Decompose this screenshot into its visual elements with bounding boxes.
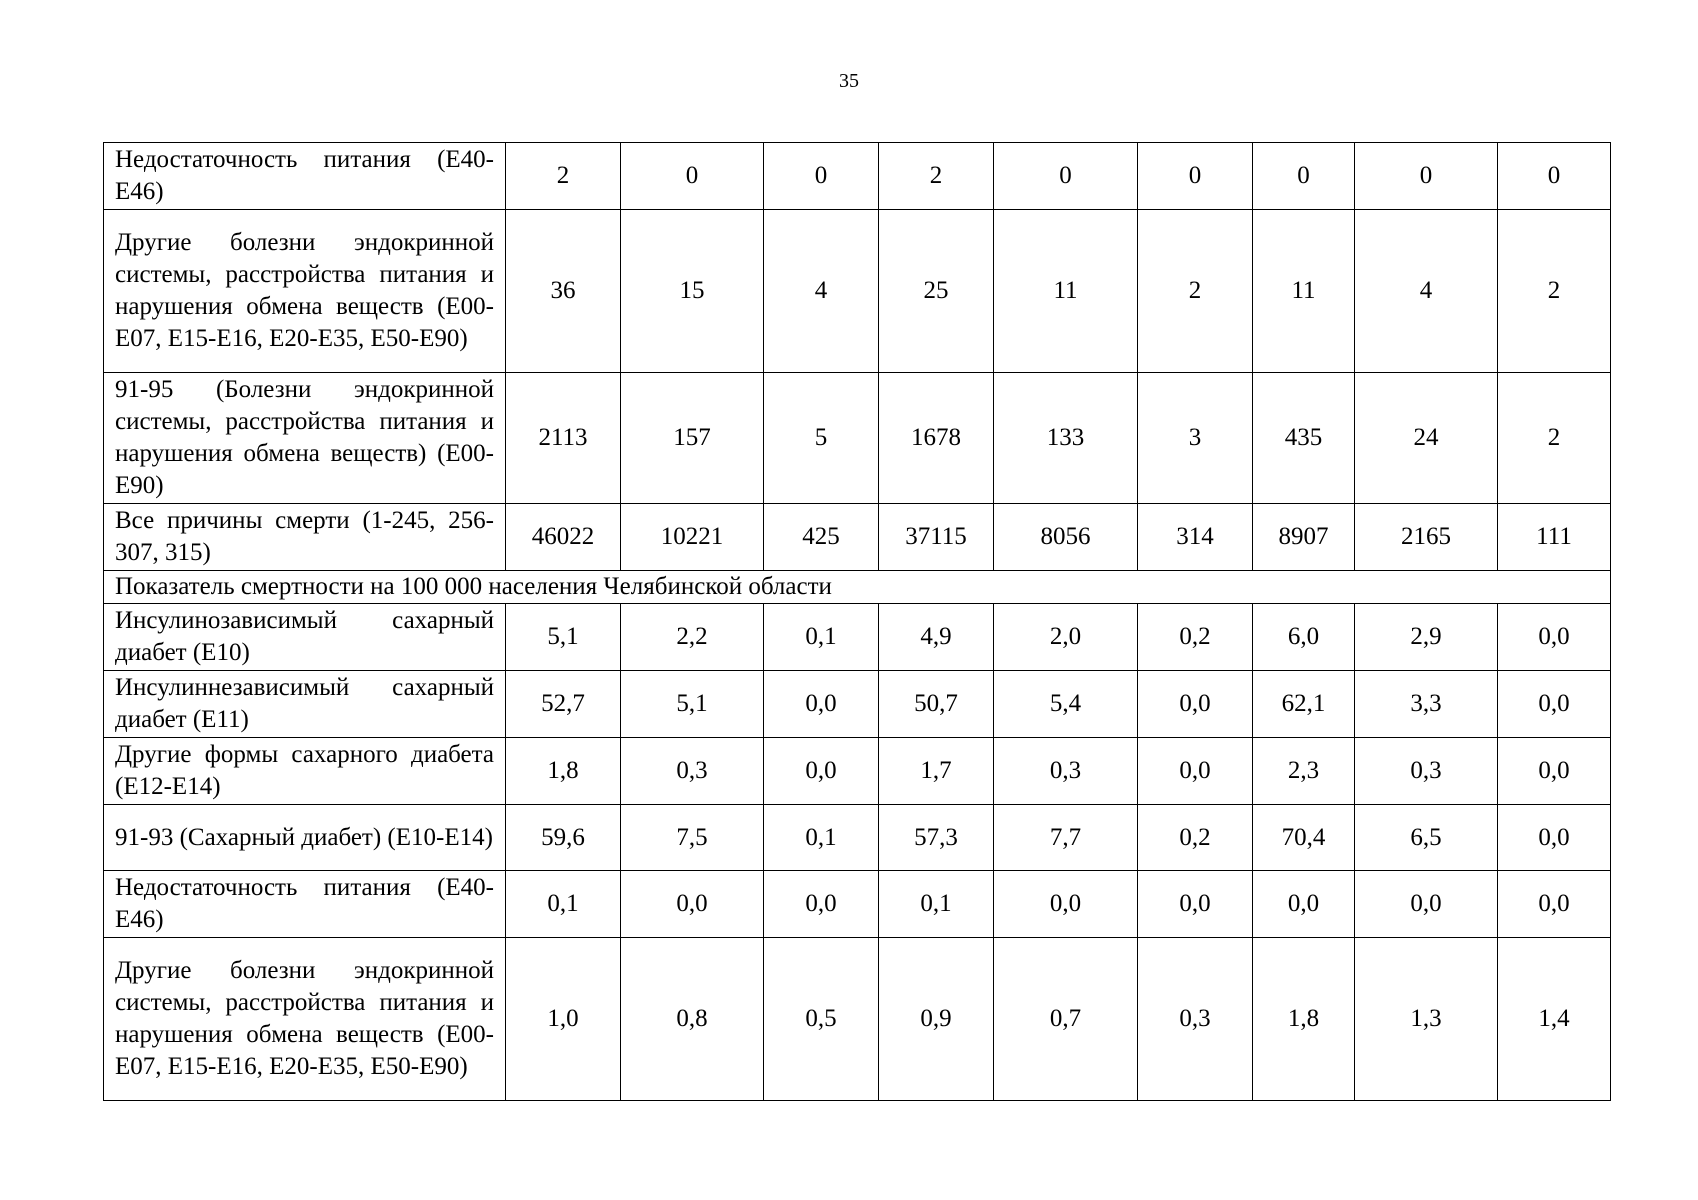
section-header-row xyxy=(104,571,1611,604)
table-cell: 0,0 xyxy=(1498,604,1611,671)
table-cell: 2 xyxy=(879,143,994,210)
table-cell: 8056 xyxy=(994,504,1138,571)
table-cell: 0 xyxy=(994,143,1138,210)
table-cell: 25 xyxy=(879,210,994,373)
table-cell: 6,0 xyxy=(1253,604,1355,671)
row-label: Другие болезни эндокринной системы, расстройства питания и нарушения обмена веществ (E00-E07, E15-E16, E20-E35, E50-E90) xyxy=(104,210,506,373)
table-row xyxy=(104,938,1611,1101)
table-cell: 425 xyxy=(764,504,879,571)
table-cell: 0,0 xyxy=(1498,805,1611,871)
table-cell: 0 xyxy=(621,143,764,210)
table-cell: 0,0 xyxy=(1138,671,1253,738)
table-cell: 0,2 xyxy=(1138,604,1253,671)
table-cell: 0,1 xyxy=(506,871,621,938)
table-row xyxy=(104,604,1611,671)
table-cell: 0,5 xyxy=(764,938,879,1101)
table-cell: 62,1 xyxy=(1253,671,1355,738)
table-cell: 46022 xyxy=(506,504,621,571)
table-cell: 7,7 xyxy=(994,805,1138,871)
table-cell: 11 xyxy=(994,210,1138,373)
table-cell: 0,0 xyxy=(621,871,764,938)
table-cell: 5,4 xyxy=(994,671,1138,738)
row-label: Другие формы сахарного диабета (E12-E14) xyxy=(104,738,506,805)
table-row xyxy=(104,373,1611,504)
table-cell: 2 xyxy=(1498,210,1611,373)
table-cell: 5 xyxy=(764,373,879,504)
table-cell: 157 xyxy=(621,373,764,504)
table-cell: 1678 xyxy=(879,373,994,504)
table-cell: 2 xyxy=(506,143,621,210)
table-cell: 314 xyxy=(1138,504,1253,571)
table-cell: 3 xyxy=(1138,373,1253,504)
row-label: Инсулинозависимый сахарный диабет (E10) xyxy=(104,604,506,671)
table-cell: 10221 xyxy=(621,504,764,571)
table-cell: 1,8 xyxy=(1253,938,1355,1101)
table-cell: 0,3 xyxy=(1138,938,1253,1101)
table-cell: 0 xyxy=(1498,143,1611,210)
mortality-table xyxy=(103,142,1611,1101)
table-cell: 0,0 xyxy=(994,871,1138,938)
table-cell: 2 xyxy=(1498,373,1611,504)
table-cell: 1,3 xyxy=(1355,938,1498,1101)
row-label: Недостаточность питания (E40-E46) xyxy=(104,143,506,210)
table-cell: 0 xyxy=(764,143,879,210)
table-cell: 57,3 xyxy=(879,805,994,871)
row-label: Инсулиннезависимый сахарный диабет (E11) xyxy=(104,671,506,738)
table-row xyxy=(104,210,1611,373)
table-cell: 5,1 xyxy=(506,604,621,671)
table-cell: 133 xyxy=(994,373,1138,504)
table-cell: 59,6 xyxy=(506,805,621,871)
section-header: Показатель смертности на 100 000 населения Челябинской области xyxy=(104,571,1611,604)
table-cell: 1,4 xyxy=(1498,938,1611,1101)
table-cell: 0,0 xyxy=(1253,871,1355,938)
table-cell: 6,5 xyxy=(1355,805,1498,871)
table-cell: 50,7 xyxy=(879,671,994,738)
table-cell: 0,2 xyxy=(1138,805,1253,871)
table-cell: 0,0 xyxy=(764,871,879,938)
table-cell: 0,0 xyxy=(764,671,879,738)
table-cell: 0,1 xyxy=(764,604,879,671)
table-row xyxy=(104,671,1611,738)
table-row xyxy=(104,805,1611,871)
table-cell: 0,0 xyxy=(1498,738,1611,805)
table-cell: 0,0 xyxy=(1138,871,1253,938)
table-cell: 4,9 xyxy=(879,604,994,671)
table-cell: 0,3 xyxy=(621,738,764,805)
table-cell: 4 xyxy=(764,210,879,373)
table-cell: 1,8 xyxy=(506,738,621,805)
table-cell: 1,7 xyxy=(879,738,994,805)
table-cell: 0,0 xyxy=(1498,871,1611,938)
table-cell: 0,3 xyxy=(1355,738,1498,805)
table-cell: 0,1 xyxy=(879,871,994,938)
table-cell: 2,9 xyxy=(1355,604,1498,671)
table-cell: 7,5 xyxy=(621,805,764,871)
table-cell: 0,1 xyxy=(764,805,879,871)
table-cell: 0,0 xyxy=(1498,671,1611,738)
table-body xyxy=(104,143,1611,1101)
table-cell: 0,0 xyxy=(1355,871,1498,938)
table-row xyxy=(104,504,1611,571)
table-cell: 15 xyxy=(621,210,764,373)
table-cell: 2,3 xyxy=(1253,738,1355,805)
table-cell: 2,2 xyxy=(621,604,764,671)
row-label: 91-95 (Болезни эндокринной системы, расстройства питания и нарушения обмена веществ) (E00-E90) xyxy=(104,373,506,504)
table-cell: 24 xyxy=(1355,373,1498,504)
table-cell: 5,1 xyxy=(621,671,764,738)
table-cell: 1,0 xyxy=(506,938,621,1101)
table-cell: 2,0 xyxy=(994,604,1138,671)
table-cell: 0,9 xyxy=(879,938,994,1101)
table-cell: 0 xyxy=(1355,143,1498,210)
table-cell: 0 xyxy=(1138,143,1253,210)
table-cell: 435 xyxy=(1253,373,1355,504)
table-cell: 0,0 xyxy=(1138,738,1253,805)
table-cell: 2113 xyxy=(506,373,621,504)
row-label: Недостаточность питания (E40-E46) xyxy=(104,871,506,938)
table-row xyxy=(104,738,1611,805)
table-cell: 0,7 xyxy=(994,938,1138,1101)
table-row xyxy=(104,143,1611,210)
table-cell: 0,8 xyxy=(621,938,764,1101)
row-label: Все причины смерти (1-245, 256-307, 315) xyxy=(104,504,506,571)
table-cell: 0 xyxy=(1253,143,1355,210)
table-cell: 11 xyxy=(1253,210,1355,373)
table-cell: 4 xyxy=(1355,210,1498,373)
table-cell: 52,7 xyxy=(506,671,621,738)
table-cell: 3,3 xyxy=(1355,671,1498,738)
table-cell: 2 xyxy=(1138,210,1253,373)
table-cell: 0,3 xyxy=(994,738,1138,805)
table-cell: 2165 xyxy=(1355,504,1498,571)
table-cell: 8907 xyxy=(1253,504,1355,571)
table-cell: 111 xyxy=(1498,504,1611,571)
table-cell: 70,4 xyxy=(1253,805,1355,871)
table-cell: 36 xyxy=(506,210,621,373)
table-row xyxy=(104,871,1611,938)
table-cell: 0,0 xyxy=(764,738,879,805)
row-label: Другие болезни эндокринной системы, расстройства питания и нарушения обмена веществ (E00-E07, E15-E16, E20-E35, E50-E90) xyxy=(104,938,506,1101)
table-cell: 37115 xyxy=(879,504,994,571)
row-label: 91-93 (Сахарный диабет) (E10-E14) xyxy=(104,805,506,871)
page-number: 35 xyxy=(839,70,859,92)
